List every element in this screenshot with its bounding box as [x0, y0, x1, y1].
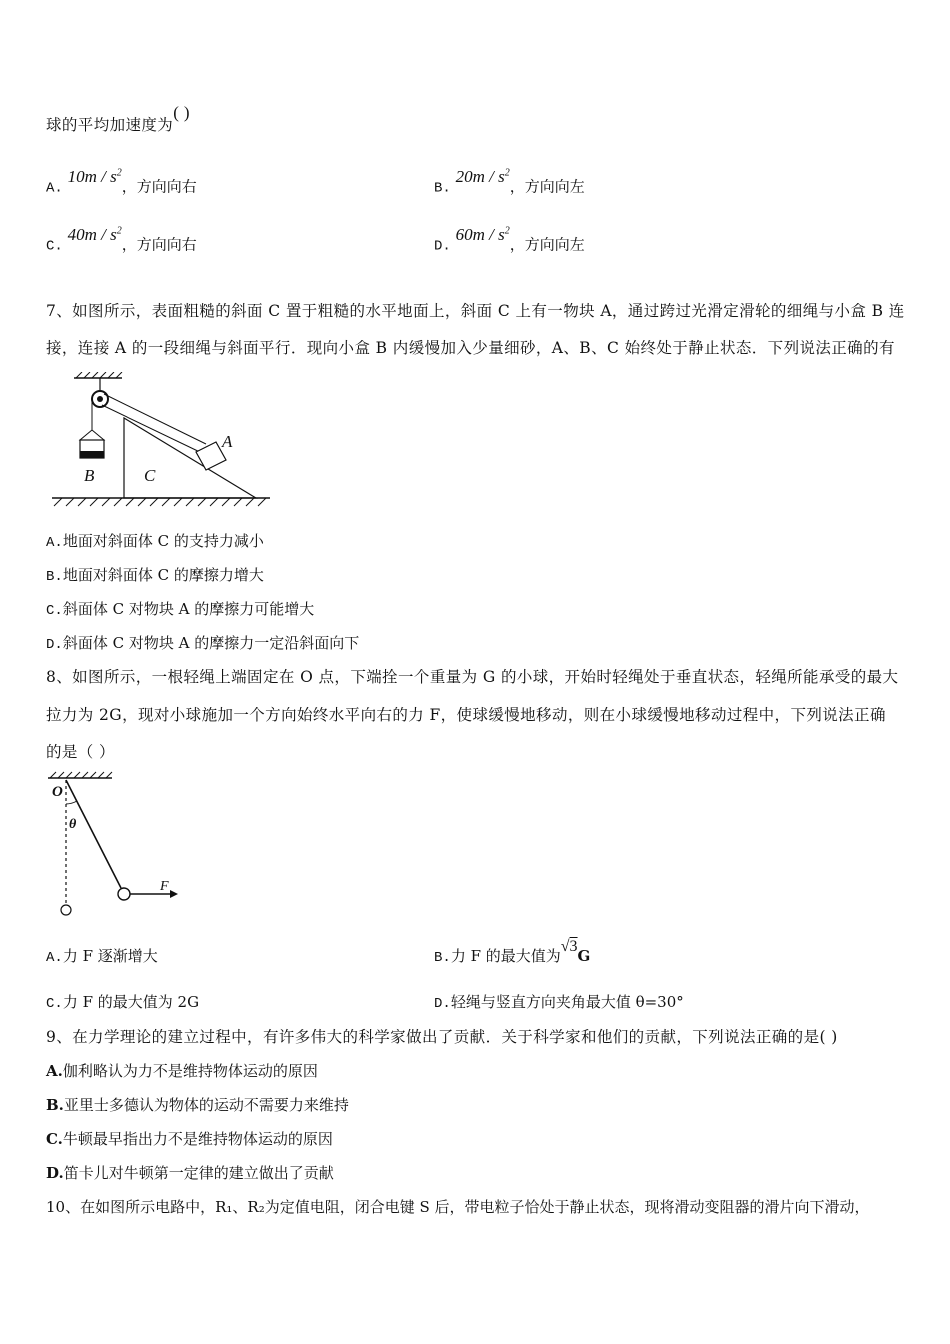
option-text: 地面对斜面体 C 的支持力减小: [62, 532, 264, 550]
option-text: 斜面体 C 对物块 A 的摩擦力一定沿斜面向下: [62, 634, 360, 652]
math-number: 20: [455, 166, 473, 186]
math-number: 40: [67, 224, 85, 244]
option-label: D.: [434, 996, 451, 1012]
figure-label-o: O: [52, 784, 63, 800]
option-label: C.: [46, 1130, 63, 1148]
q6-option-a[interactable]: [46, 166, 197, 200]
q8-pendulum-figure: [44, 770, 194, 920]
math-exponent: 2: [116, 225, 122, 236]
option-text: ，方向向右: [121, 235, 197, 254]
option-text: 力 F 的最大值为: [450, 947, 561, 965]
option-text: 力 F 逐渐增大: [62, 947, 158, 965]
option-text: 斜面体 C 对物块 A 的摩擦力可能增大: [62, 600, 315, 618]
option-text: ，方向向右: [121, 177, 197, 196]
q7-option-c[interactable]: [46, 598, 314, 622]
q6-stem-text: 球的平均加速度为: [46, 116, 174, 134]
option-label: A.: [46, 950, 63, 966]
option-label: B.: [46, 1096, 64, 1114]
q8-stem-line2: 拉力为 2G，现对小球施加一个方向始终水平向右的力 F，使球缓慢地移动，则在小球缓慢地移动过程中，下列说法正确: [46, 706, 886, 724]
figure-label-b: B: [84, 466, 95, 485]
q7-option-d[interactable]: [46, 632, 359, 656]
q8-option-a[interactable]: [46, 945, 158, 969]
option-label: A.: [46, 535, 63, 551]
q6-stem: [46, 103, 190, 136]
q9-stem: 9、在力学理论的建立过程中，有许多伟大的科学家做出了贡献．关于科学家和他们的贡献，下列说法正确的是( ): [46, 1028, 838, 1046]
q10-stem: 10、在如图所示电路中，R₁、R₂为定值电阻，闭合电键 S 后，带电粒子恰处于静止状态，现将滑动变阻器的滑片向下滑动，: [46, 1198, 870, 1216]
figure-label-theta: θ: [69, 817, 77, 832]
math-unit: m / s: [472, 224, 505, 244]
q7-stem-line1: 7、如图所示，表面粗糙的斜面 C 置于粗糙的水平地面上，斜面 C 上有一物块 A，通过跨过光滑定滑轮的细绳与小盒 B 连: [46, 302, 905, 320]
ball-icon: [118, 888, 130, 900]
incline-c-icon: [124, 418, 256, 498]
q7-stem-line2: 接，连接 A 的一段细绳与斜面平行．现向小盒 B 内缓慢加入少量细砂，A、B、C 始终处于静止状态．下列说法正确的有: [46, 339, 895, 357]
option-text: 轻绳与竖直方向夹角最大值 θ=30°: [450, 993, 684, 1011]
math-exponent: 2: [504, 167, 510, 178]
option-suffix: G: [577, 947, 591, 965]
sqrt-radicand: 3: [569, 938, 578, 955]
option-text: 牛顿最早指出力不是维持物体运动的原因: [62, 1130, 333, 1148]
q8-option-d[interactable]: [434, 991, 684, 1015]
option-text: 笛卡儿对牛顿第一定律的建立做出了贡献: [63, 1164, 334, 1182]
option-label: C.: [46, 238, 63, 255]
q9-option-b[interactable]: [46, 1094, 349, 1116]
q7-option-b[interactable]: [46, 564, 264, 588]
option-text: 力 F 的最大值为 2G: [62, 993, 200, 1011]
figure-label-f: F: [160, 879, 169, 894]
option-text: 伽利略认为力不是维持物体运动的原因: [62, 1062, 318, 1080]
initial-ball-icon: [61, 905, 71, 915]
q6-option-b[interactable]: [434, 166, 585, 200]
q8-option-c[interactable]: [46, 991, 199, 1015]
q6-option-c[interactable]: [46, 224, 197, 258]
option-label: D.: [434, 238, 451, 255]
q8-stem-line1: 8、如图所示，一根轻绳上端固定在 O 点，下端拴一个重量为 G 的小球，开始时轻绳处于垂直状态，轻绳所能承受的最大: [46, 668, 899, 686]
q6-option-d[interactable]: [434, 224, 585, 258]
option-label: B.: [434, 950, 451, 966]
option-text: ，方向向左: [509, 177, 585, 196]
option-label: C.: [46, 603, 63, 619]
math-number: 10: [67, 166, 85, 186]
math-exponent: 2: [116, 167, 122, 178]
math-unit: m / s: [472, 166, 505, 186]
math-unit: m / s: [84, 166, 117, 186]
figure-label-c: C: [144, 466, 156, 485]
option-label: D.: [46, 1164, 64, 1182]
option-label: B.: [46, 569, 63, 585]
option-text: 亚里士多德认为物体的运动不需要力来维持: [63, 1096, 349, 1114]
figure-label-a: A: [222, 432, 233, 451]
option-label: D.: [46, 637, 63, 653]
q7-option-a[interactable]: [46, 530, 264, 554]
option-label: A.: [46, 180, 63, 197]
math-exponent: 2: [504, 225, 510, 236]
math-expression: [456, 167, 510, 186]
q6-answer-paren: ( ): [173, 103, 190, 122]
option-text: 地面对斜面体 C 的摩擦力增大: [62, 566, 264, 584]
math-number: 60: [455, 224, 473, 244]
option-label: A.: [46, 1062, 63, 1080]
q9-option-d[interactable]: [46, 1162, 334, 1184]
math-unit: m / s: [84, 224, 117, 244]
q9-option-c[interactable]: [46, 1128, 333, 1150]
math-expression: [456, 225, 510, 244]
math-expression: [68, 167, 122, 186]
q7-incline-figure: [44, 372, 274, 512]
q9-option-a[interactable]: [46, 1060, 318, 1082]
q8-option-b[interactable]: [434, 938, 591, 969]
option-text: ，方向向左: [509, 235, 585, 254]
sqrt-expression: √3: [560, 938, 578, 955]
q8-stem-line3: 的是（ ）: [46, 743, 115, 761]
option-label: C.: [46, 996, 63, 1012]
math-expression: [68, 225, 122, 244]
option-label: B.: [434, 180, 451, 197]
